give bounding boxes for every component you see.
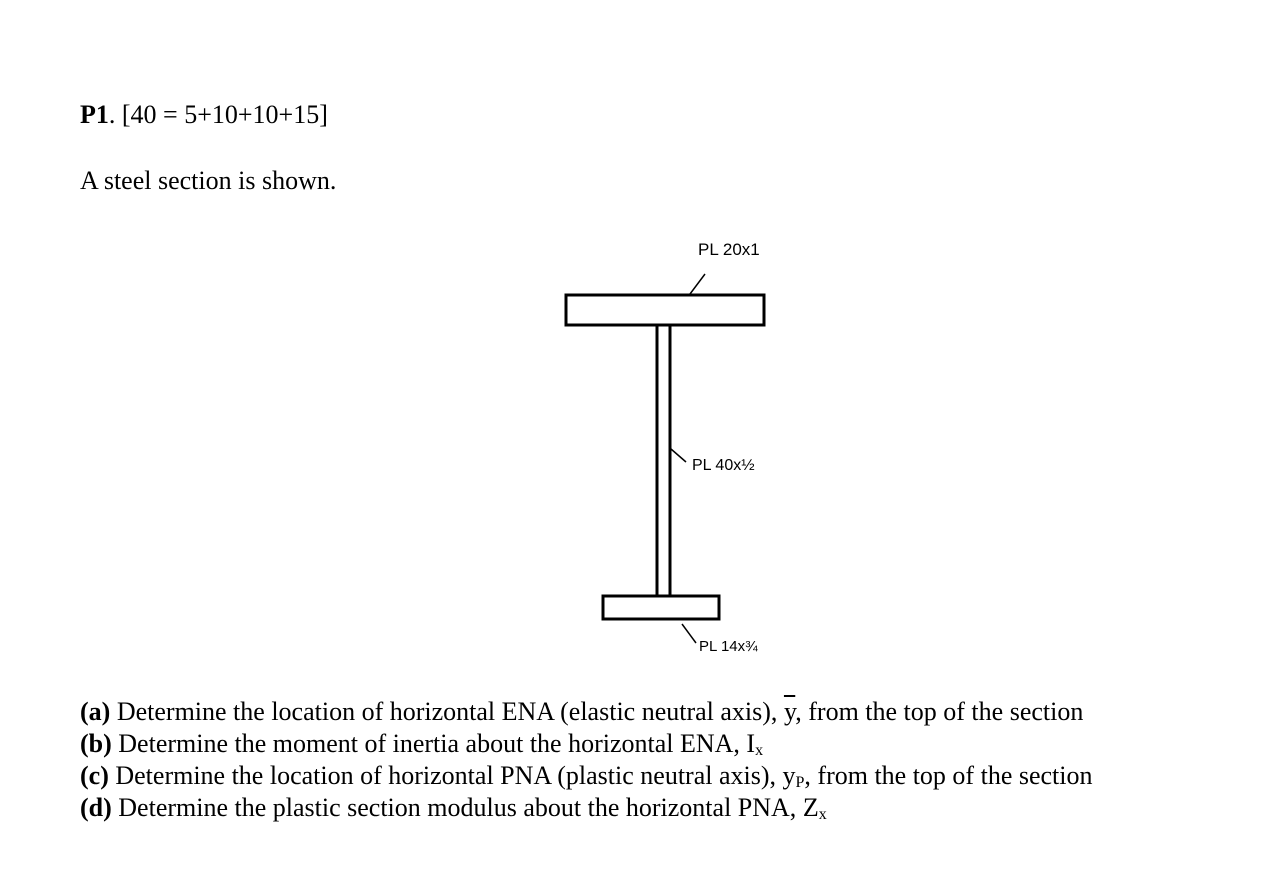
zx-subscript: x — [818, 806, 827, 823]
bottom-flange-label: PL 14x¾ — [699, 638, 758, 655]
question-a — [80, 696, 1093, 728]
top-flange-label: PL 20x1 — [698, 240, 760, 259]
question-c — [80, 760, 1093, 792]
web-leader — [671, 449, 686, 462]
zx-symbol: Z — [802, 793, 819, 822]
question-text: Determine the location of horizontal ENA (elastic neutral axis), — [110, 697, 784, 726]
question-d — [80, 792, 1093, 824]
inertia-symbol: I — [746, 729, 756, 758]
question-letter: (c) — [80, 761, 109, 790]
bottom-flange-leader — [682, 624, 696, 643]
problem-points: . [40 = 5+10+10+15] — [108, 100, 328, 129]
inertia-subscript: x — [755, 742, 764, 759]
question-letter: (a) — [80, 697, 111, 726]
ybar-symbol: $\overline{y}$ — [783, 697, 796, 726]
question-letter: (d) — [80, 793, 112, 822]
intro-text: A steel section is shown. — [80, 166, 337, 195]
question-text: Determine the moment of inertia about the horizontal ENA, — [111, 729, 747, 758]
web-label: PL 40x½ — [692, 457, 755, 474]
bottom-flange-plate — [603, 596, 719, 619]
question-letter: (b) — [80, 729, 112, 758]
question-text-end: , from the top of the section — [795, 697, 1084, 726]
question-text-end: , from the top of the section — [804, 761, 1093, 790]
top-flange-leader — [690, 274, 705, 294]
questions-list — [80, 696, 1093, 824]
question-text: Determine the plastic section modulus about the horizontal PNA, — [111, 793, 803, 822]
web-plate — [657, 325, 670, 596]
question-b — [80, 728, 1093, 760]
yp-subscript: P — [795, 774, 805, 791]
top-flange-plate — [566, 295, 764, 325]
problem-label: P1 — [80, 100, 109, 129]
question-text: Determine the location of horizontal PNA (plastic neutral axis), — [108, 761, 783, 790]
yp-symbol: y — [782, 761, 796, 790]
